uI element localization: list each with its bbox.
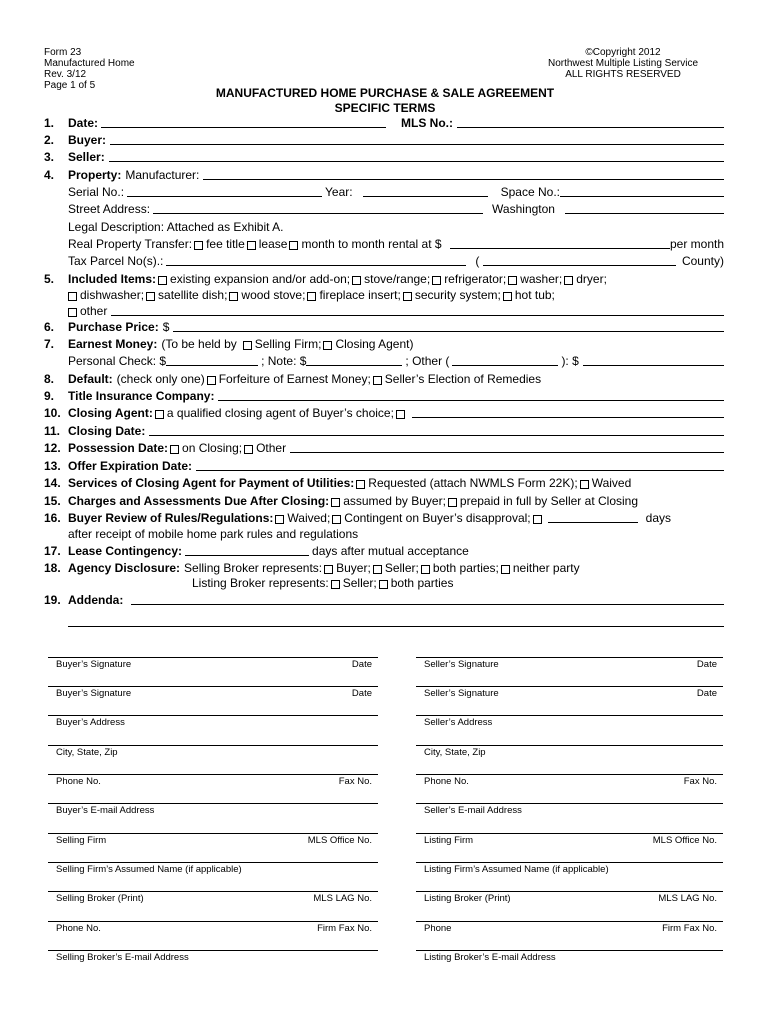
possession-date-row: 12. Possession Date: on Closing; Other — [44, 439, 724, 455]
offer-expiration-field[interactable] — [196, 470, 724, 471]
buyer-side-right-label-1: Date — [351, 688, 372, 699]
zip-field[interactable] — [565, 213, 724, 214]
other-agent-checkbox[interactable] — [396, 410, 405, 419]
buyer-side-label-0: Buyer’s Signature — [56, 659, 132, 670]
included-items-row-2: dishwasher; satellite dish; wood stove; fireplace insert; security system; hot tub; — [66, 286, 724, 302]
listing-broker-row: Listing Broker represents: Seller; both parties — [192, 576, 454, 590]
title-insurance-row: 9. Title Insurance Company: — [44, 387, 724, 403]
rules-review-row-2: after receipt of mobile home park rules and regulations — [68, 527, 359, 541]
seller-side-label-2: Seller’s Address — [424, 717, 493, 728]
utilities-row: 14. Services of Closing Agent for Payment of Utilities: Requested (attach NWMLS Form 22K); Waived — [44, 476, 632, 490]
requested-checkbox[interactable] — [356, 480, 365, 489]
buyer-side-label-5: Buyer’s E-mail Address — [56, 805, 155, 816]
seller-side-line-1[interactable] — [416, 686, 723, 687]
other-payment-field[interactable] — [452, 365, 558, 366]
seller-side-line-6[interactable] — [416, 833, 723, 834]
seller-side-label-1: Seller’s Signature — [424, 688, 499, 699]
buyer-side-label-9: Phone No. — [56, 923, 101, 934]
dishwasher-checkbox[interactable] — [68, 292, 77, 301]
term-buyer-row: 2. Buyer: — [44, 131, 724, 147]
form-subtitle: SPECIFIC TERMS — [334, 101, 436, 115]
buyer-side-right-label-8: MLS LAG No. — [313, 893, 372, 904]
fireplace-checkbox[interactable] — [307, 292, 316, 301]
addenda-field-2[interactable] — [68, 626, 724, 627]
seller-side-label-7: Listing Firm’s Assumed Name (if applicable) — [424, 864, 609, 875]
refrigerator-checkbox[interactable] — [432, 276, 441, 285]
seller-side-label-0: Seller’s Signature — [424, 659, 499, 670]
selling-seller-checkbox[interactable] — [373, 565, 382, 574]
offer-expiration-row: 13. Offer Expiration Date: — [44, 457, 724, 473]
street-row: Street Address: Washington — [68, 200, 724, 216]
seller-side-line-4[interactable] — [416, 774, 723, 775]
mls-no-field[interactable] — [457, 127, 724, 128]
listing-seller-checkbox[interactable] — [331, 580, 340, 589]
satellite-checkbox[interactable] — [146, 292, 155, 301]
other-amount-field[interactable] — [583, 365, 724, 366]
forfeiture-checkbox[interactable] — [207, 376, 216, 385]
buyer-side-label-6: Selling Firm — [56, 835, 107, 846]
buyer-side-line-5[interactable] — [48, 803, 378, 804]
space-no-field[interactable] — [560, 196, 724, 197]
seller-side-label-10: Listing Broker’s E-mail Address — [424, 952, 556, 963]
seller-side-label-5: Seller’s E-mail Address — [424, 805, 522, 816]
buyer-side-line-7[interactable] — [48, 862, 378, 863]
on-closing-checkbox[interactable] — [170, 445, 179, 454]
seller-side-line-2[interactable] — [416, 715, 723, 716]
closing-agent-holder-checkbox[interactable] — [323, 341, 332, 350]
rental-amount-field[interactable] — [450, 248, 670, 249]
serial-row: Serial No.: Year: Space No.: — [68, 183, 724, 199]
washer-checkbox[interactable] — [508, 276, 517, 285]
selling-firm-checkbox[interactable] — [243, 341, 252, 350]
form-revision: Rev. 3/12 — [44, 69, 87, 80]
buyer-side-label-2: Buyer’s Address — [56, 717, 125, 728]
seller-side-line-5[interactable] — [416, 803, 723, 804]
seller-side-label-4: Phone No. — [424, 776, 469, 787]
seller-side-label-9: Phone — [424, 923, 452, 934]
note-field[interactable] — [306, 365, 402, 366]
sellers-election-checkbox[interactable] — [373, 376, 382, 385]
seller-side-line-9[interactable] — [416, 921, 723, 922]
default-row: 8. Default: (check only one) Forfeiture of Earnest Money; Seller’s Election of Remedies — [44, 372, 542, 386]
term-seller-row: 3. Seller: — [44, 148, 724, 164]
listing-both-checkbox[interactable] — [379, 580, 388, 589]
expansion-checkbox[interactable] — [158, 276, 167, 285]
buyer-side-right-label-4: Fax No. — [338, 776, 372, 787]
seller-side-right-label-1: Date — [696, 688, 717, 699]
tax-parcel-field[interactable] — [166, 265, 466, 266]
street-field[interactable] — [153, 213, 483, 214]
seller-side-line-3[interactable] — [416, 745, 723, 746]
form-number: Form 23 — [44, 47, 82, 58]
buyer-side-label-3: City, State, Zip — [56, 747, 118, 758]
dryer-checkbox[interactable] — [564, 276, 573, 285]
copyright: ©Copyright 2012 — [585, 47, 661, 58]
purchase-price-row: 6. Purchase Price: $ — [44, 318, 724, 334]
buyer-side-line-1[interactable] — [48, 686, 378, 687]
buyer-side-line-9[interactable] — [48, 921, 378, 922]
seller-side-line-8[interactable] — [416, 891, 723, 892]
wood-stove-checkbox[interactable] — [229, 292, 238, 301]
manufacturer-field[interactable] — [203, 179, 724, 180]
copyright-block — [523, 47, 723, 80]
legal-row: Legal Description: Attached as Exhibit A. — [68, 220, 284, 234]
county-field[interactable] — [483, 265, 676, 266]
included-items-row: 5. Included Items: existing expansion and/or add-on; stove/range; refrigerator; washer; dryer; — [44, 272, 607, 286]
buyer-field[interactable] — [110, 144, 724, 145]
buyer-side-label-8: Selling Broker (Print) — [56, 893, 144, 904]
term-property-row: 4. Property: Manufacturer: — [44, 166, 724, 182]
selling-neither-checkbox[interactable] — [501, 565, 510, 574]
stove-checkbox[interactable] — [352, 276, 361, 285]
buyer-side-line-2[interactable] — [48, 715, 378, 716]
addenda-field[interactable] — [131, 604, 724, 605]
buyer-side-right-label-9: Firm Fax No. — [317, 923, 372, 934]
serial-field[interactable] — [127, 196, 322, 197]
assumed-buyer-checkbox[interactable] — [331, 498, 340, 507]
form-title: MANUFACTURED HOME PURCHASE & SALE AGREEMENT — [215, 86, 555, 100]
utilities-waived-checkbox[interactable] — [580, 480, 589, 489]
charges-row: 15. Charges and Assessments Due After Closing: assumed by Buyer; prepaid in full by Seller at Closing — [44, 494, 639, 508]
term-date-row: 1. Date: MLS No.: — [44, 114, 724, 130]
seller-side-right-label-4: Fax No. — [683, 776, 717, 787]
seller-side-right-label-8: MLS LAG No. — [658, 893, 717, 904]
security-checkbox[interactable] — [403, 292, 412, 301]
rights: ALL RIGHTS RESERVED — [565, 69, 681, 80]
review-days-field[interactable] — [548, 522, 638, 523]
possession-other-checkbox[interactable] — [244, 445, 253, 454]
buyer-side-line-3[interactable] — [48, 745, 378, 746]
rules-review-row: 16. Buyer Review of Rules/Regulations: Waived; Contingent on Buyer’s disapproval; days — [44, 511, 671, 525]
page-number: Page 1 of 5 — [44, 80, 96, 91]
lease-checkbox[interactable] — [247, 241, 256, 250]
personal-check-field[interactable] — [166, 365, 258, 366]
other-item-field[interactable] — [111, 315, 724, 316]
seller-side-line-7[interactable] — [416, 862, 723, 863]
purchase-price-field[interactable] — [173, 331, 724, 332]
selling-buyer-checkbox[interactable] — [324, 565, 333, 574]
lease-contingency-row: 17. Lease Contingency: days after mutual acceptance — [44, 544, 469, 558]
seller-field[interactable] — [109, 161, 724, 162]
agency-disclosure-row: 18. Agency Disclosure: Selling Broker represents: Buyer; Seller; both parties; neither party — [44, 561, 580, 575]
buyer-side-label-1: Buyer’s Signature — [56, 688, 132, 699]
seller-side-label-8: Listing Broker (Print) — [424, 893, 511, 904]
selling-both-checkbox[interactable] — [421, 565, 430, 574]
fee-title-checkbox[interactable] — [194, 241, 203, 250]
contingent-checkbox[interactable] — [332, 515, 341, 524]
form-type: Manufactured Home — [44, 58, 135, 69]
buyer-side-right-label-0: Date — [351, 659, 372, 670]
seller-side-line-0[interactable] — [416, 657, 723, 658]
other-agent-field[interactable] — [412, 417, 724, 418]
tax-parcel-row: Tax Parcel No(s).: ( County) — [68, 254, 724, 268]
days-checkbox[interactable] — [533, 515, 542, 524]
seller-side-label-3: City, State, Zip — [424, 747, 486, 758]
seller-side-right-label-0: Date — [696, 659, 717, 670]
buyer-side-line-10[interactable] — [48, 950, 378, 951]
possession-other-field[interactable] — [290, 452, 724, 453]
other-item-checkbox[interactable] — [68, 308, 77, 317]
closing-agent-row: 10. Closing Agent: a qualified closing agent of Buyer’s choice; — [44, 404, 724, 420]
qualified-agent-checkbox[interactable] — [155, 410, 164, 419]
addenda-row: 19. Addenda: — [44, 591, 724, 607]
buyer-side-line-8[interactable] — [48, 891, 378, 892]
closing-date-field[interactable] — [149, 435, 724, 436]
buyer-side-line-6[interactable] — [48, 833, 378, 834]
buyer-side-label-4: Phone No. — [56, 776, 101, 787]
rules-waived-checkbox[interactable] — [275, 515, 284, 524]
publisher: Northwest Multiple Listing Service — [547, 58, 699, 69]
closing-date-row: 11. Closing Date: — [44, 422, 724, 438]
payment-form-row: Personal Check: $ ; Note: $ ; Other ( ): $ — [68, 352, 724, 368]
month-to-month-checkbox[interactable] — [289, 241, 298, 250]
lease-days-field[interactable] — [185, 555, 309, 556]
seller-side-label-6: Listing Firm — [424, 835, 474, 846]
transfer-row: Real Property Transfer: fee title lease month to month rental at $ per month — [68, 237, 724, 251]
included-items-row-3: other — [66, 302, 724, 318]
hot-tub-checkbox[interactable] — [503, 292, 512, 301]
title-insurance-field[interactable] — [218, 400, 724, 401]
buyer-side-right-label-6: MLS Office No. — [307, 835, 372, 846]
buyer-side-line-4[interactable] — [48, 774, 378, 775]
date-field[interactable] — [101, 127, 386, 128]
earnest-money-row: 7. Earnest Money: (To be held by Selling Firm; Closing Agent) — [44, 337, 414, 351]
form-info — [44, 47, 135, 91]
buyer-side-label-10: Selling Broker’s E-mail Address — [56, 952, 189, 963]
seller-side-right-label-9: Firm Fax No. — [662, 923, 717, 934]
seller-side-right-label-6: MLS Office No. — [652, 835, 717, 846]
buyer-side-label-7: Selling Firm’s Assumed Name (if applicable) — [56, 864, 242, 875]
buyer-side-line-0[interactable] — [48, 657, 378, 658]
year-field[interactable] — [363, 196, 488, 197]
seller-side-line-10[interactable] — [416, 950, 723, 951]
prepaid-seller-checkbox[interactable] — [448, 498, 457, 507]
